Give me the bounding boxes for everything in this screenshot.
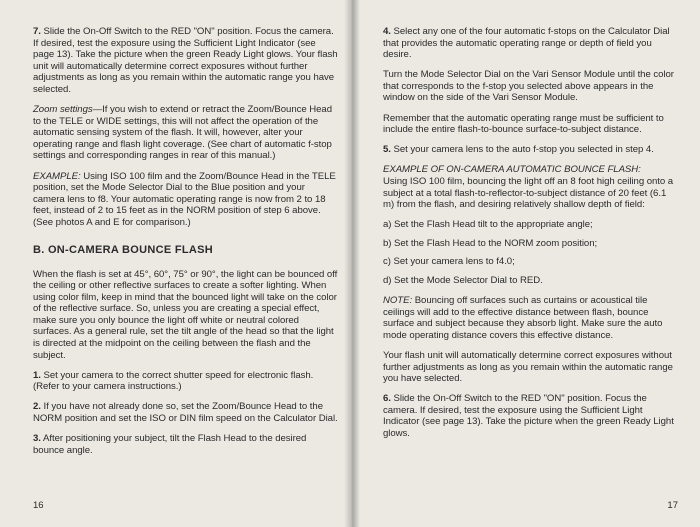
step-6-paragraph [383,393,678,439]
step-6-number: 6. [383,393,391,405]
right-page-number: 17 [667,500,678,511]
bounce-example-label: EXAMPLE OF ON-CAMERA AUTOMATIC BOUNCE FLASH: [383,164,641,176]
remember-paragraph: Remember that the automatic operating range must be sufficient to include the entire flash-to-bounce surface-to-subject distance. [383,112,664,136]
zoom-settings-label: Zoom settings [33,104,93,116]
section-heading: B. ON-CAMERA BOUNCE FLASH [33,243,214,256]
step-4-number: 4. [383,26,391,37]
bounce-example-text: Using ISO 100 film, bouncing the light off an 8 foot high ceiling onto a subject at a total flash-to-reflector-to-subject distance of 20 feet (6.1 m) from the flash, and desiring relatively shallow depth of field: [383,175,674,211]
sub-step-a: a) Set the Flash Head tilt to the appropriate angle; [383,219,593,231]
step-2-number: 2. [33,401,41,413]
sub-step-b: b) Set the Flash Head to the NORM zoom position; [383,237,598,249]
example-text: Using ISO 100 film and the Zoom/Bounce Head in the TELE position, set the Mode Selector Dial to the Blue position and your camera lens to f8. Your automatic operating range is now from 2 to 18 feet, instead of 2 to 15 feet as in the NORM position of step 6 above. (See photos A and E for comparison.) [33,170,336,228]
step-1-text: Set your camera to the correct shutter speed for electronic flash. (Refer to your camera instructions.) [33,369,314,393]
step-1-number: 1. [33,369,41,381]
right-page [352,0,700,527]
note-text: Bouncing off surfaces such as curtains or acoustical tile ceilings will add to the effective distance between flash, bounce surface and subject because they absorb light. Make sure the auto mode operating distance covers this effective distance. [383,295,663,341]
sub-step-d: d) Set the Mode Selector Dial to RED. [383,275,543,286]
step-2-paragraph [33,401,338,424]
note-label: NOTE: [383,295,413,307]
step-5-text: Set your camera lens to the auto f-stop you selected in step 4. [393,144,654,156]
auto-range-paragraph: Your flash unit will automatically determine correct exposures without further adjustments as long as you remain within the automatic range you have selected. [383,349,673,385]
step-4-paragraph [383,26,678,61]
zoom-settings-text: —If you wish to extend or retract the Zoom/Bounce Head to the TELE or WIDE settings, this will not affect the operation of the automatic sensing system of the flash. It will, however, alter your operating range and flash light coverage. (See chart of automatic f-stop settings and corresponding ranges in rear of this manual.) [33,104,333,162]
step-2-text: If you have not already done so, set the Zoom/Bounce Head to the NORM position and set the ISO or DIN film speed on the Calculator Dial. [33,401,338,425]
step-7-text: Slide the On-Off Switch to the RED "ON" position. Focus the camera. If desired, test the exposure using the Sufficient Light Indicator (see page 13). Take the picture when the green Ready Light glows. Your flash unit will automatically determine correct exposures without further adjustments as long as you remain within the automatic range you have selected. [33,26,338,95]
left-page-number: 16 [33,500,44,511]
zoom-settings-paragraph [33,104,338,162]
bounce-intro-paragraph: When the flash is set at 45°, 60°, 75° or 90°, the light can be bounced off the ceiling or other reflective surfaces to create a softer lighting. When using color film, keep in mind that the bounced light will take on the color of the reflective surface. So, unless you are creating a special effect, make sure you only bounce the light off white or neutral colored surfaces. As a general rule, set the tilt angle of the head so that the light is directed at the midpoint on the ceiling between the flash and the subject. [33,268,338,361]
step-4-text: Select any one of the four automatic f-stops on the Calculator Dial that provides the automatic operating range or depth of field you desire. [383,26,670,61]
step-7-number: 7. [33,26,41,37]
sub-step-c: c) Set your camera lens to f4.0; [383,256,515,268]
example-label: EXAMPLE: [33,170,81,182]
step-3-number: 3. [33,433,41,445]
step-5-number: 5. [383,144,391,156]
step-1-paragraph [33,370,338,393]
note-paragraph [383,295,678,341]
step-7-paragraph [33,26,338,96]
book-gutter-shadow [344,0,360,527]
step-3-text: After positioning your subject, tilt the Flash Head to the desired bounce angle. [33,433,307,456]
bounce-example-paragraph [383,164,678,210]
turn-dial-paragraph: Turn the Mode Selector Dial on the Vari Sensor Module until the color that corresponds to the f-stop you selected above appears in the window on the side of the Vari Sensor Module. [383,69,674,104]
example-paragraph [33,171,338,229]
step-5-paragraph [383,144,678,156]
step-3-paragraph [33,433,338,456]
step-6-text: Slide the On-Off Switch to the RED "ON" position. Focus the camera. If desired, test the exposure using the Sufficient Light Indicator (see page 13). Take the picture when the green Ready Light glows. [383,393,674,440]
